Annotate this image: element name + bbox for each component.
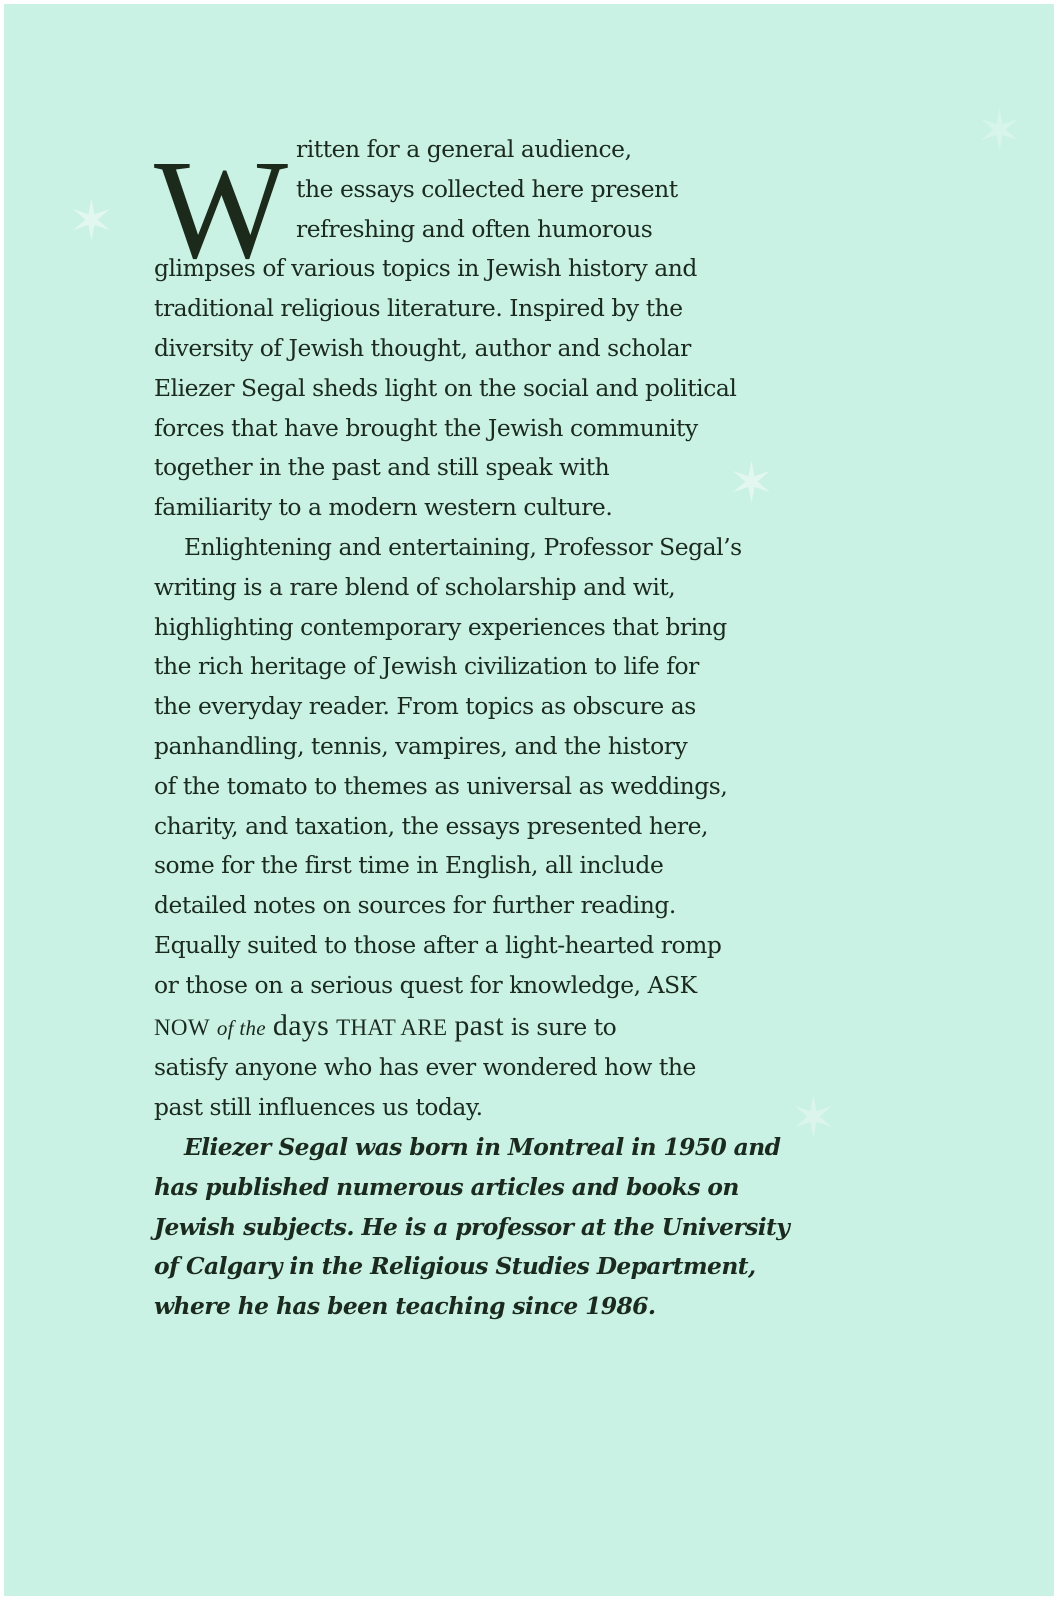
book-title-line [154,1006,779,1049]
blurb-line: familiarity to a modern western culture. [154,493,613,522]
title-word: of the [216,1015,266,1040]
back-cover [4,4,1054,1596]
blurb-line: together in the past and still speak with [154,453,610,482]
blurb-line: detailed notes on sources for further reading. [154,891,676,920]
author-bio-line: where he has been teaching since 1986. [154,1292,656,1321]
blurb-line: diversity of Jewish thought, author and scholar [154,333,691,362]
blurb-line: charity, and taxation, the essays presented here, [154,811,709,840]
blurb-line: the rich heritage of Jewish civilization to life for [154,652,699,681]
star-icon: ✶ [976,99,1023,164]
blurb-line: forces that have brought the Jewish community [154,413,698,442]
blurb-line: traditional religious literature. Inspired by the [154,294,683,323]
blurb-line: highlighting contemporary experiences that bring [154,612,727,641]
star-icon: ✶ [68,189,115,254]
blurb-line: of the tomato to themes as universal as weddings, [154,771,728,800]
author-bio-line: Jewish subjects. He is a professor at the University [154,1212,790,1241]
blurb-line: the essays collected here present [296,174,678,203]
blurb-line: panhandling, tennis, vampires, and the history [154,731,688,760]
blurb-line: Eliezer Segal sheds light on the social and political [154,373,737,402]
blurb-line: the everyday reader. From topics as obscure as [154,692,696,721]
blurb-line-rest: is sure to [503,1012,617,1041]
blurb-line: Equally suited to those after a light-hearted romp [154,930,722,959]
title-word: NOW [154,1014,210,1040]
blurb-line: some for the first time in English, all include [154,851,664,880]
title-word: past [454,1008,504,1042]
star-icon: ✶ [728,451,775,516]
blurb-text [154,130,790,1327]
star-icon: ✶ [790,1086,837,1151]
author-bio-line: has published numerous articles and books on [154,1172,739,1201]
author-bio-line: Eliezer Segal was born in Montreal in 1950 and [184,1132,781,1161]
blurb-line: Enlightening and entertaining, Professor Segal’s [184,532,742,561]
author-bio-line: of Calgary in the Religious Studies Department, [154,1252,756,1281]
blurb-line: refreshing and often humorous [296,214,653,243]
blurb-line: or those on a serious quest for knowledge, ASK [154,970,697,999]
title-word: THAT ARE [336,1014,448,1040]
blurb-line: ritten for a general audience, [296,135,632,163]
title-word: days [272,1008,330,1042]
blurb-line: past still influences us today. [154,1093,483,1122]
blurb-line: writing is a rare blend of scholarship and wit, [154,572,676,601]
blurb-line: glimpses of various topics in Jewish history and [154,254,697,283]
drop-cap: W [154,130,289,288]
blurb-line: satisfy anyone who has ever wondered how the [154,1053,696,1082]
